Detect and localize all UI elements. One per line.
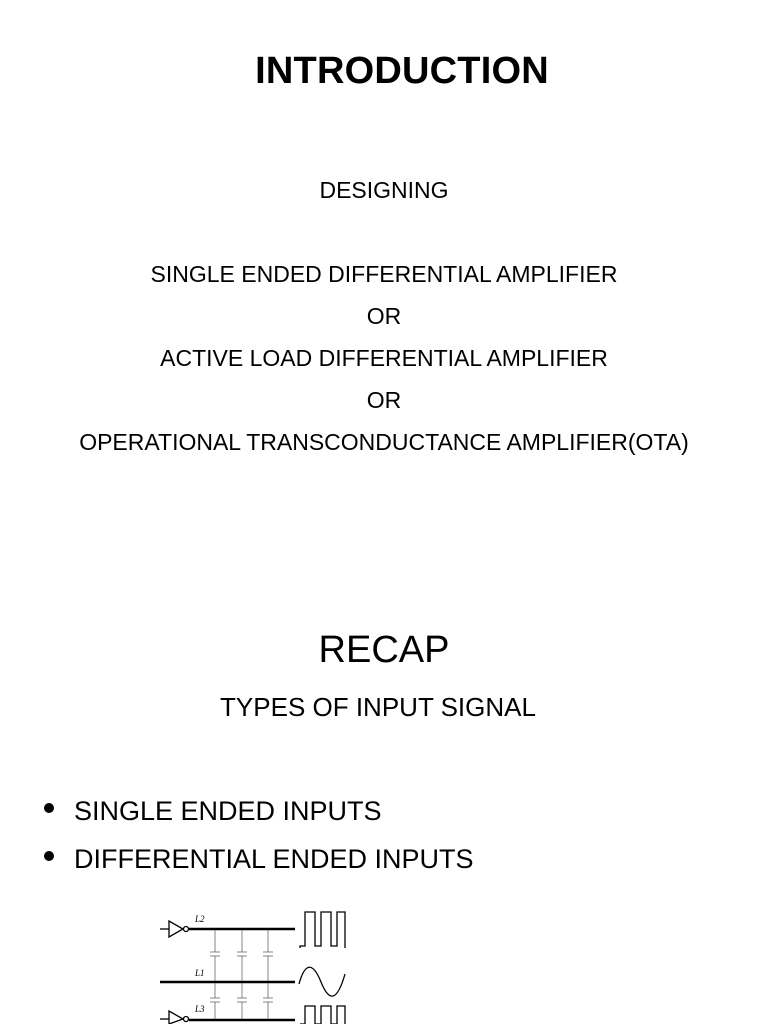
slide-title: INTRODUCTION — [255, 50, 549, 92]
bullet-icon — [44, 851, 54, 861]
body-line: OR — [366, 303, 402, 329]
bullet-text: DIFFERENTIAL ENDED INPUTS — [74, 844, 474, 874]
bullet-text: SINGLE ENDED INPUTS — [74, 796, 382, 826]
inverter-icon — [160, 1011, 189, 1024]
sine-wave-icon — [299, 967, 345, 996]
bullet-list — [44, 787, 474, 883]
square-wave-icon — [300, 1006, 345, 1024]
slide-title: RECAP — [318, 629, 450, 671]
inverter-icon — [160, 921, 189, 937]
crosstalk-circuit-figure — [155, 902, 355, 1024]
body-line: DESIGNING — [319, 177, 449, 203]
line-label: L3 — [195, 1004, 205, 1014]
bullet-item — [44, 835, 474, 883]
slide-subtitle: TYPES OF INPUT SIGNAL — [220, 692, 536, 722]
coupling-capacitors — [210, 930, 273, 1019]
square-wave-icon — [300, 912, 345, 948]
body-line — [0, 216, 768, 258]
bullet-item — [44, 787, 474, 835]
line-label: L2 — [195, 914, 205, 924]
body-line: OR — [366, 387, 402, 413]
line-label: L1 — [195, 968, 205, 978]
body-line: OPERATIONAL TRANSCONDUCTANCE AMPLIFIER(OTA) — [79, 429, 689, 455]
slide-body — [0, 174, 768, 468]
bullet-icon — [44, 803, 54, 813]
body-line: SINGLE ENDED DIFFERENTIAL AMPLIFIER — [150, 261, 618, 287]
slide-recap — [0, 512, 768, 1024]
body-line: ACTIVE LOAD DIFFERENTIAL AMPLIFIER — [160, 345, 608, 371]
